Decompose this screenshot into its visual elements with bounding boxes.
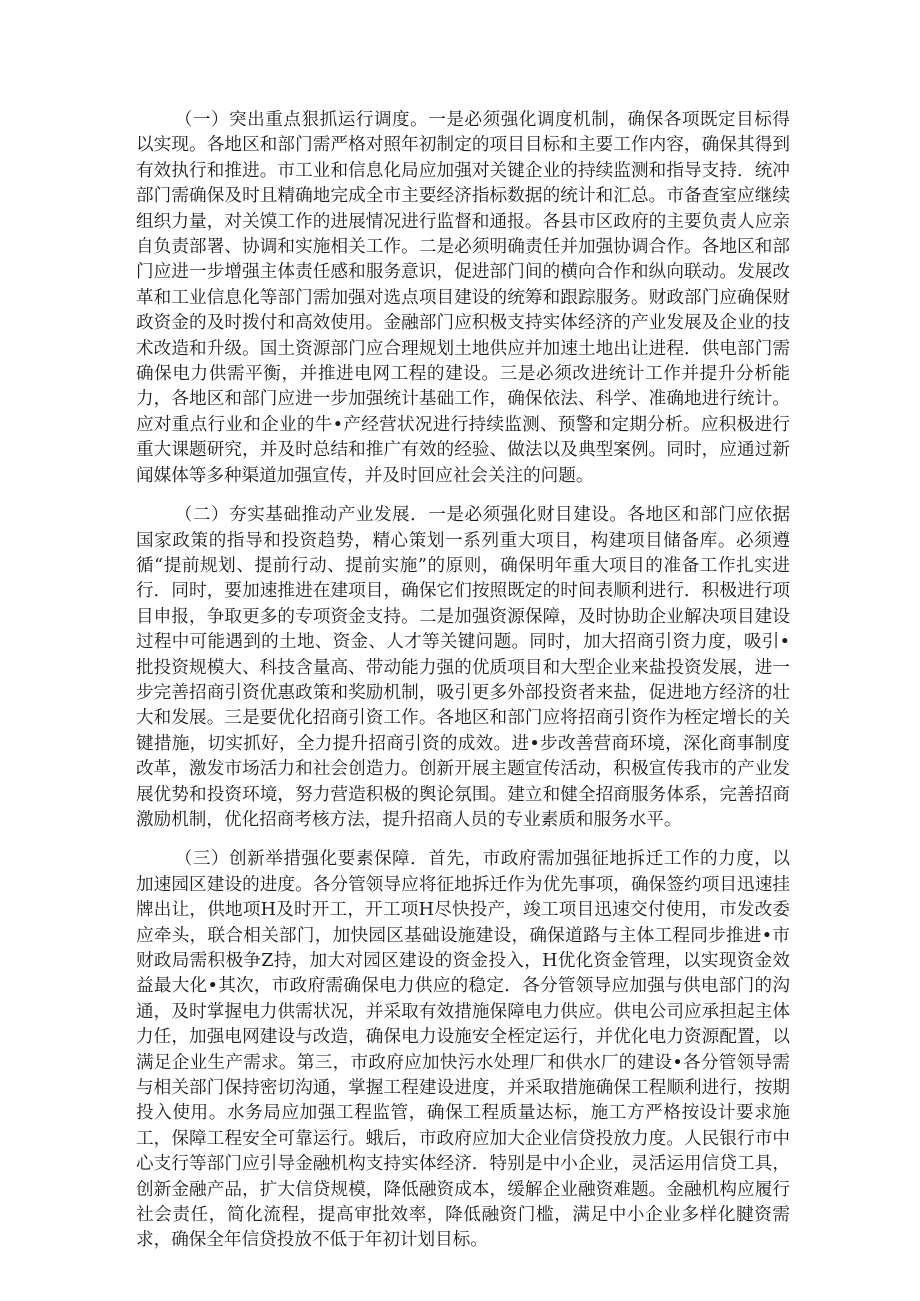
document-body	[136, 108, 790, 1268]
paragraph-operation-scheduling: （一）突出重点狠抓运行调度。一是必须强化调度机制，确保各项既定目标得以实现。各地区和部门需严格对照年初制定的项目目标和主要工作内容，确保其得到有效执行和推进。市工业和信息化局应加强对关键企业的持续监测和指导支持．统冲部门需确保及时且精确地完成全市主要经济指标数据的统计和汇总。市备查室应继续组织力量，对关馍工作的进展情况进行监督和通报。各县市区政府的主要负责人应亲自负责部署、协调和实施相关工作。二是必须明确责任并加强协调合作。各地区和部门应进一步增强主体责任感和服务意识，促进部门间的横向合作和纵向联动。发展改革和工业信息化等部门需加强对选点项目建设的统筹和跟踪服务。财政部门应确保财政资金的及时拨付和高效使用。金融部门应积极支持实体经济的产业发展及企业的技术改造和升级。国土资源部门应合理规划土地供应并加速土地出让进程．供电部门需确保电力供需平衡，并推进电网工程的建设。三是必须改进统计工作并提升分析能力，各地区和部门应进一步加强统计基础工作，确保依法、科学、准确地进行统计。应对重点行业和企业的牛•产经营状况进行持续监测、预警和定期分析。应积极进行重大课题研究，并及时总结和推广有效的经验、做法以及典型案例。同时，应通过新闻媒体等多种渠道加强宣传，并及时回应社会关注的问题。	[136, 110, 790, 486]
paragraph-factor-guarantee: （三）创新举措强化要素保障．首先，市政府需加强征地拆迁工作的力度，以加速园区建设的进度。各分管领导应将征地拆迁作为优先事项，确保签约项目迅速挂牌出让，供地项H及时开工，开工项H尽快投产，竣工项目迅速交付使用，市发改委应牵头，联合相关部门，加快园区基础设施建设，确保道路与主体工程同步推进•市财政局需积极争Z持，加大对园区建设的资金投入，H优化资金管理，以实现资金效益最大化•其次，市政府需确保电力供应的稳定．各分管领导应加强与供电部门的沟通，及时掌握电力供需状况，并采取有效措施保障电力供应。供电公司应承担起主体力任，加强电网建设与改造，确保电力设施安全桎定运行，并优化电力资源配置，以满足企业生产需求。第三，市政府应加快污水处理厂和供水厂的建设•各分管领导需与相关部门保持密切沟通，掌握工程建设进度，并采取措施确保工程顺利进行，按期投入使用。水务局应加强工程监管，确保工程质量达标，施工方严格按设计要求施工，保障工程安全可靠运行。蛾后，市政府应加大企业信贷投放力度。人民银行市中心支行等部门应引导金融机构支持实体经济．特别是中小企业，灵活运用信贷工具，创新金融产品，扩大信贷规模，降低融资成本，缓解企业融资难题。金融机构应履行社会责任，简化流程，提高审批效率，降低融资门槛，满足中小企业多样化腱资需求，确保全年信贷投放不低于年初计划目标。	[136, 849, 790, 1251]
paragraph-industry-development: （二）夯实基础推动产业发展．一是必须强化财目建设。各地区和部门应依据国家政策的指导和投资趋势，精心策划一系列重大项目，构建项目储备库。必须遵循“提前规划、提前行动、提前实施”的原则，确保明年重大项目的准备工作扎实进行．同时，要加速推进在建项目，确保它们按照既定的时间表顺利进行．积极进行项目申报，争取更多的专项资金支持。二是加强资源保障，及时协助企业解决项目建设过程中可能遇到的土地、资金、人才等关键问题。同时，加大招商引资力度，吸引•批投资规模大、科技含量高、带动能力强的优质项目和大型企业来盐投资发展，进一步完善招商引资优惠政策和奖励机制，吸引更多外部投资者来盐，促进地方经济的壮大和发展。三是要优化招商引资工作。各地区和部门应将招商引资作为桎定增长的关键措施，切实抓好，全力提升招商引资的成效。进•步改善营商环境，深化商事制度改革，激发市场活力和社会创造力。创新开展主题宣传活动，积极宣传我市的产业发展优势和投资环境，努力营造积极的舆论氛围。建立和健全招商服务体系，完善招商激励机制，优化招商考核方法，提升招商人员的专业素质和服务水平。	[136, 505, 790, 830]
